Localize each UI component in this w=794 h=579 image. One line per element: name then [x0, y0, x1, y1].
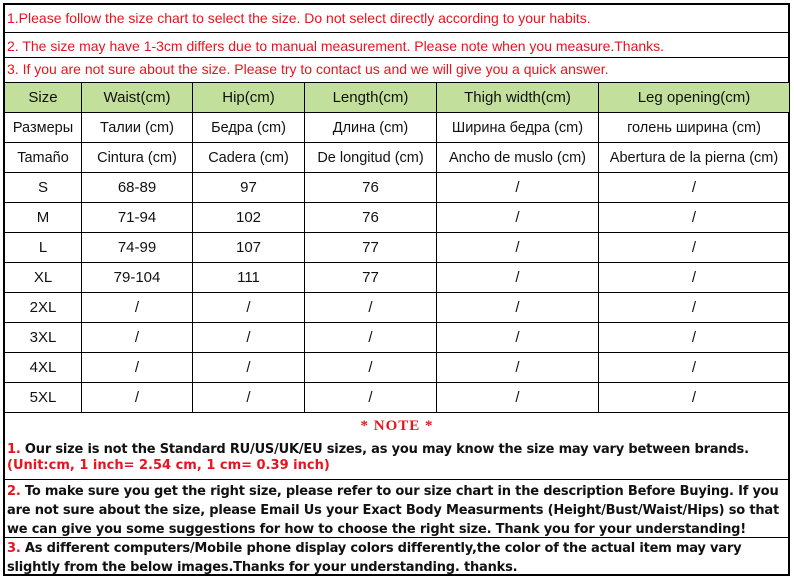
note-number: 1.	[7, 442, 21, 457]
table-cell: Cadera (cm)	[193, 143, 305, 173]
top-note-1: 1.Please follow the size chart to select the size. Do not select directly according to your habits.	[7, 10, 591, 26]
divider	[3, 479, 790, 480]
table-cell: /	[305, 293, 437, 323]
table-cell: Thigh width(cm)	[437, 83, 599, 113]
table-cell: 76	[305, 203, 437, 233]
table-cell: /	[437, 173, 599, 203]
table-cell: S	[5, 173, 82, 203]
table-cell: /	[437, 353, 599, 383]
table-row	[5, 353, 790, 383]
top-note-3: 3. If you are not sure about the size. Please try to contact us and we will give you a quick answer.	[7, 61, 609, 77]
table-row	[5, 203, 790, 233]
table-cell: /	[193, 293, 305, 323]
table-cell: 3XL	[5, 323, 82, 353]
note-text: Our size is not the Standard RU/US/UK/EU sizes, as you may know the size may vary between brands.	[20, 442, 749, 457]
note-text: As different computers/Mobile phone display colors differently,the color of the actual item may vary slightly from the below images.Thanks for your understanding. thanks.	[7, 541, 742, 575]
table-cell: /	[82, 293, 193, 323]
table-cell: Size	[5, 83, 82, 113]
table-cell: Бедра (cm)	[193, 113, 305, 143]
table-cell: 102	[193, 203, 305, 233]
table-cell: /	[599, 323, 790, 353]
table-cell: 76	[305, 173, 437, 203]
table-cell: /	[193, 383, 305, 413]
table-cell: Длина (cm)	[305, 113, 437, 143]
divider	[3, 412, 790, 413]
table-cell: /	[599, 353, 790, 383]
table-cell: 68-89	[82, 173, 193, 203]
table-cell: 97	[193, 173, 305, 203]
table-cell: Cintura (cm)	[82, 143, 193, 173]
note-number: 2.	[7, 484, 21, 499]
table-cell: /	[599, 383, 790, 413]
table-cell: /	[437, 263, 599, 293]
table-cell: /	[193, 323, 305, 353]
table-cell: /	[437, 233, 599, 263]
table-cell: /	[599, 233, 790, 263]
header-row-en	[5, 83, 790, 113]
table-row	[5, 263, 790, 293]
table-cell: 79-104	[82, 263, 193, 293]
table-cell: /	[599, 173, 790, 203]
table-cell: /	[305, 383, 437, 413]
table-cell: /	[437, 323, 599, 353]
divider	[3, 57, 790, 58]
table-row	[5, 233, 790, 263]
table-cell: 77	[305, 233, 437, 263]
table-cell: Размеры	[5, 113, 82, 143]
table-cell: Abertura de la pierna (cm)	[599, 143, 790, 173]
table-cell: Талии (cm)	[82, 113, 193, 143]
table-cell: Tamaño	[5, 143, 82, 173]
table-cell: /	[437, 383, 599, 413]
table-cell: 5XL	[5, 383, 82, 413]
table-cell: 74-99	[82, 233, 193, 263]
table-cell: Ancho de muslo (cm)	[437, 143, 599, 173]
note-number: 3.	[7, 541, 21, 556]
table-cell: Hip(cm)	[193, 83, 305, 113]
table-row	[5, 293, 790, 323]
table-cell: /	[599, 293, 790, 323]
table-cell: M	[5, 203, 82, 233]
table-cell: Waist(cm)	[82, 83, 193, 113]
table-row	[5, 173, 790, 203]
table-cell: /	[437, 293, 599, 323]
table-cell: /	[437, 203, 599, 233]
note-text: To make sure you get the right size, please refer to our size chart in the description Before Buying. If you are not sure about the size, please Email Us your Exact Body Measurments (Height/Bust/Waist/Hips) so that we can give you some suggestions for how to choose the right size. Thank you for your understanding!	[7, 484, 779, 537]
table-cell: Leg opening(cm)	[599, 83, 790, 113]
table-cell: /	[193, 353, 305, 383]
table-cell: De longitud (cm)	[305, 143, 437, 173]
table-cell: Length(cm)	[305, 83, 437, 113]
note-item-2	[7, 482, 787, 539]
table-row	[5, 383, 790, 413]
table-cell: 4XL	[5, 353, 82, 383]
divider	[3, 32, 790, 33]
table-cell: /	[599, 263, 790, 293]
table-cell: /	[305, 323, 437, 353]
table-cell: 77	[305, 263, 437, 293]
table-row	[5, 323, 790, 353]
table-cell: /	[82, 353, 193, 383]
divider	[3, 537, 790, 538]
table-cell: /	[82, 383, 193, 413]
unit-conversion: (Unit:cm, 1 inch= 2.54 cm, 1 cm= 0.39 inch)	[7, 458, 330, 473]
table-cell: L	[5, 233, 82, 263]
table-cell: 107	[193, 233, 305, 263]
table-cell: Ширина бедра (cm)	[437, 113, 599, 143]
table-cell: 71-94	[82, 203, 193, 233]
note-title: * NOTE *	[360, 418, 434, 434]
table-cell: голень ширина (cm)	[599, 113, 790, 143]
note-item-1	[7, 440, 787, 459]
header-row-ru	[5, 113, 790, 143]
table-cell: /	[82, 323, 193, 353]
note-item-3	[7, 539, 787, 577]
table-cell: XL	[5, 263, 82, 293]
size-chart-table	[4, 82, 790, 413]
table-cell: /	[599, 203, 790, 233]
table-cell: 2XL	[5, 293, 82, 323]
header-row-es	[5, 143, 790, 173]
top-note-2: 2. The size may have 1-3cm differs due to manual measurement. Please note when you measure.Thanks.	[7, 38, 665, 54]
table-cell: 111	[193, 263, 305, 293]
table-cell: /	[305, 353, 437, 383]
